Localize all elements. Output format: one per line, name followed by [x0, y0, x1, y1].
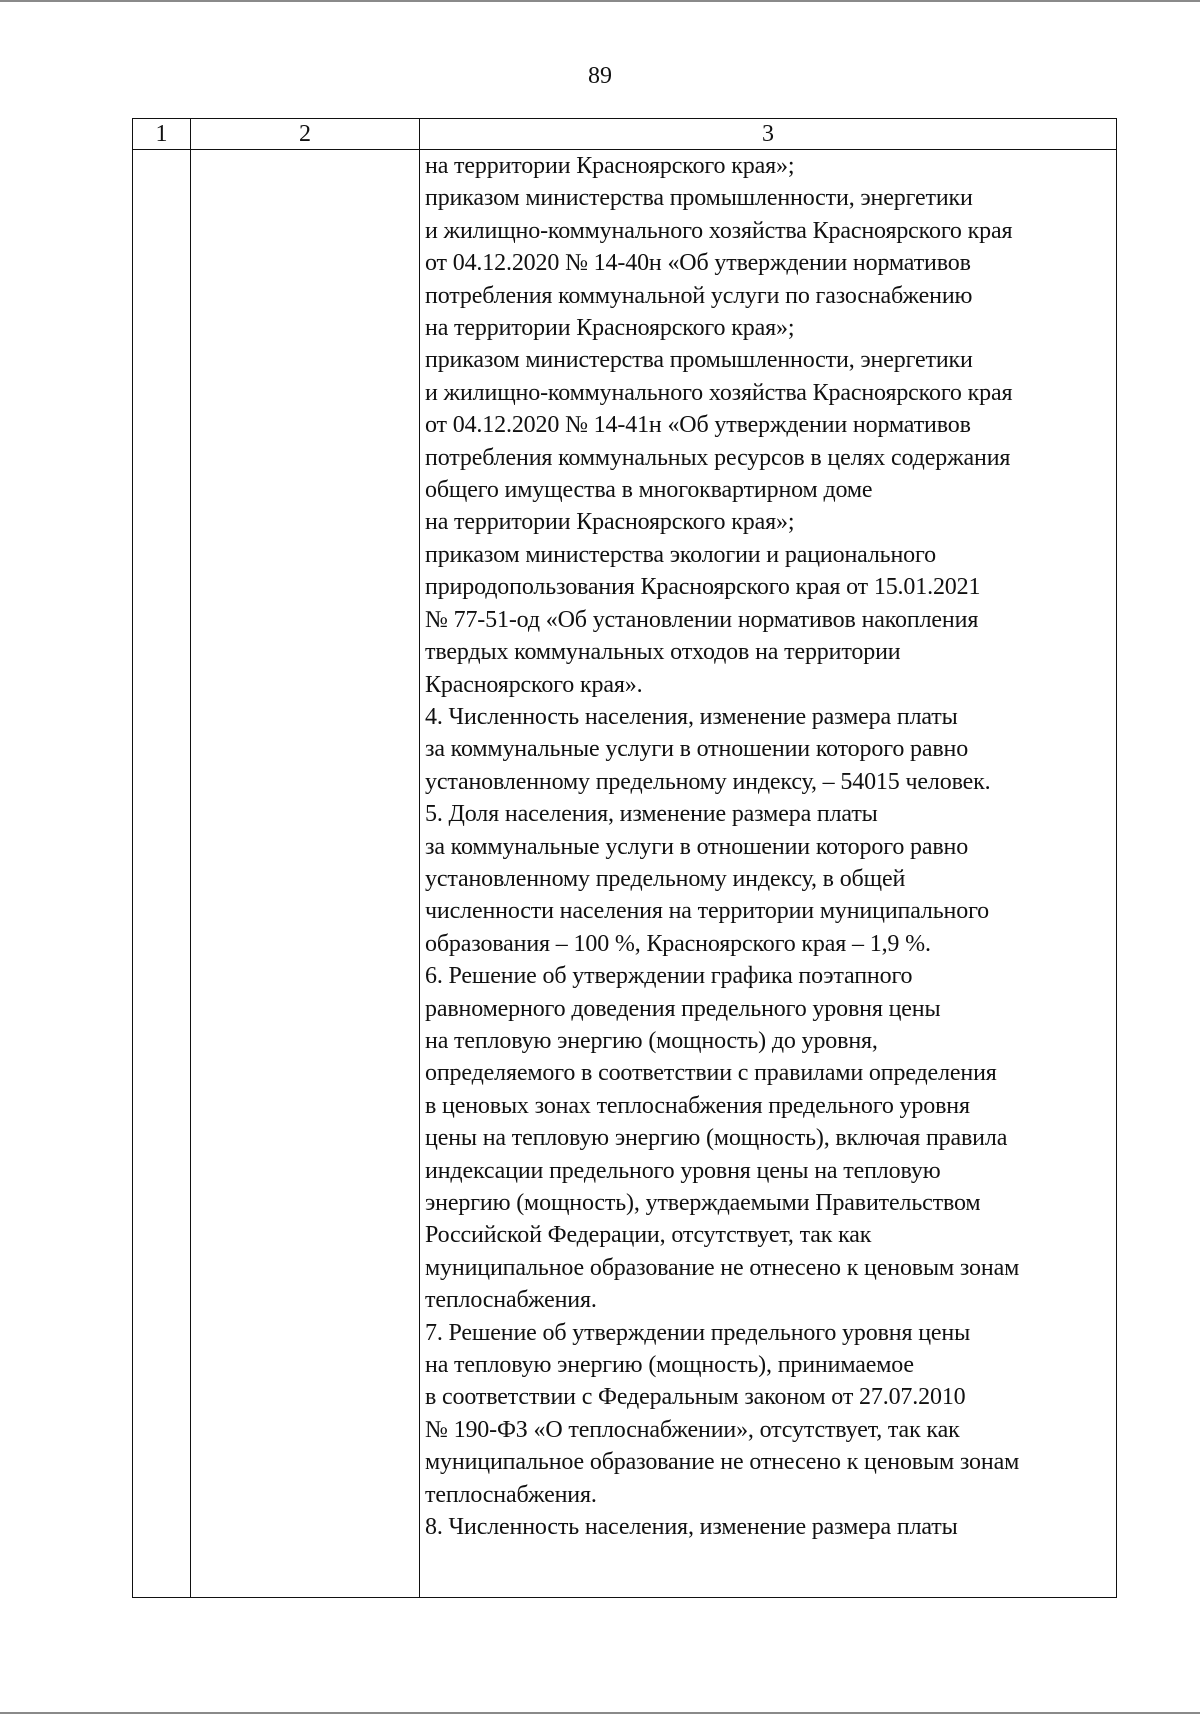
text-line: за коммунальные услуги в отношении которого равно: [425, 833, 969, 860]
text-line: и жилищно-коммунального хозяйства Красноярского края: [425, 379, 1013, 406]
text-line: № 190-ФЗ «О теплоснабжении», отсутствует, так как: [425, 1416, 960, 1443]
text-line: в соответствии с Федеральным законом от 27.07.2010: [425, 1384, 966, 1411]
text-line: 8. Численность населения, изменение размера платы: [425, 1514, 958, 1541]
column-1-cell: [133, 150, 191, 1598]
text-line: на территории Красноярского края»;: [425, 509, 795, 536]
text-line: на территории Красноярского края»;: [425, 153, 795, 179]
text-line: общего имущества в многоквартирном доме: [425, 477, 873, 504]
text-line: теплоснабжения.: [425, 1481, 597, 1508]
text-line: теплоснабжения.: [425, 1287, 597, 1314]
document-table: [132, 118, 1117, 1598]
text-line: природопользования Красноярского края от 15.01.2021: [425, 574, 981, 601]
text-line: равномерного доведения предельного уровня цены: [425, 995, 941, 1022]
text-line: муниципальное образование не отнесено к ценовым зонам: [425, 1449, 1020, 1476]
text-line: муниципальное образование не отнесено к ценовым зонам: [425, 1254, 1020, 1281]
column-header-3: 3: [420, 119, 1117, 150]
text-line: за коммунальные услуги в отношении которого равно: [425, 736, 969, 763]
text-line: энергию (мощность), утверждаемыми Правительством: [425, 1190, 981, 1216]
column-header-1: 1: [133, 119, 191, 150]
text-line: № 77-51-од «Об установлении нормативов накопления: [425, 606, 979, 633]
column-header-2: 2: [191, 119, 420, 150]
text-line: потребления коммунальных ресурсов в целях содержания: [425, 444, 1011, 471]
text-line: образования – 100 %, Красноярского края – 1,9 %.: [425, 930, 931, 957]
table-row: [133, 150, 1117, 1598]
text-line: на тепловую энергию (мощность), принимаемое: [425, 1352, 914, 1379]
text-line: 5. Доля населения, изменение размера платы: [425, 801, 878, 828]
table-header-row: [133, 119, 1117, 150]
column-2-cell: [191, 150, 420, 1598]
text-line: численности населения на территории муниципального: [425, 898, 990, 925]
text-line: Российской Федерации, отсутствует, так как: [425, 1222, 872, 1249]
scan-edge-top: [0, 0, 1200, 2]
text-line: на тепловую энергию (мощность) до уровня,: [425, 1027, 878, 1054]
text-line: установленному предельному индексу, в общей: [425, 865, 906, 892]
text-line: индексации предельного уровня цены на тепловую: [425, 1157, 941, 1184]
scan-edge-bottom: [0, 1712, 1200, 1714]
text-line: от 04.12.2020 № 14-40н «Об утверждении нормативов: [425, 250, 971, 277]
text-line: цены на тепловую энергию (мощность), включая правила: [425, 1125, 1008, 1152]
text-line: от 04.12.2020 № 14-41н «Об утверждении нормативов: [425, 412, 971, 439]
column-3-text: [425, 150, 1112, 1543]
text-line: приказом министерства экологии и рационального: [425, 541, 936, 568]
text-line: установленному предельному индексу, – 54015 человек.: [425, 768, 991, 795]
text-line: приказом министерства промышленности, энергетики: [425, 347, 973, 374]
column-3-cell: [420, 150, 1117, 1598]
page-number: 89: [588, 63, 612, 89]
text-line: и жилищно-коммунального хозяйства Красноярского края: [425, 217, 1013, 244]
text-line: 7. Решение об утверждении предельного уровня цены: [425, 1319, 971, 1346]
text-line: 6. Решение об утверждении графика поэтапного: [425, 963, 913, 990]
text-line: Красноярского края».: [425, 671, 643, 698]
text-line: потребления коммунальной услуги по газоснабжению: [425, 282, 973, 309]
text-line: в ценовых зонах теплоснабжения предельного уровня: [425, 1092, 970, 1119]
text-line: определяемого в соответствии с правилами определения: [425, 1060, 997, 1087]
text-line: приказом министерства промышленности, энергетики: [425, 185, 973, 212]
text-line: твердых коммунальных отходов на территории: [425, 639, 901, 666]
text-line: 4. Численность населения, изменение размера платы: [425, 703, 958, 730]
text-line: на территории Красноярского края»;: [425, 315, 795, 342]
